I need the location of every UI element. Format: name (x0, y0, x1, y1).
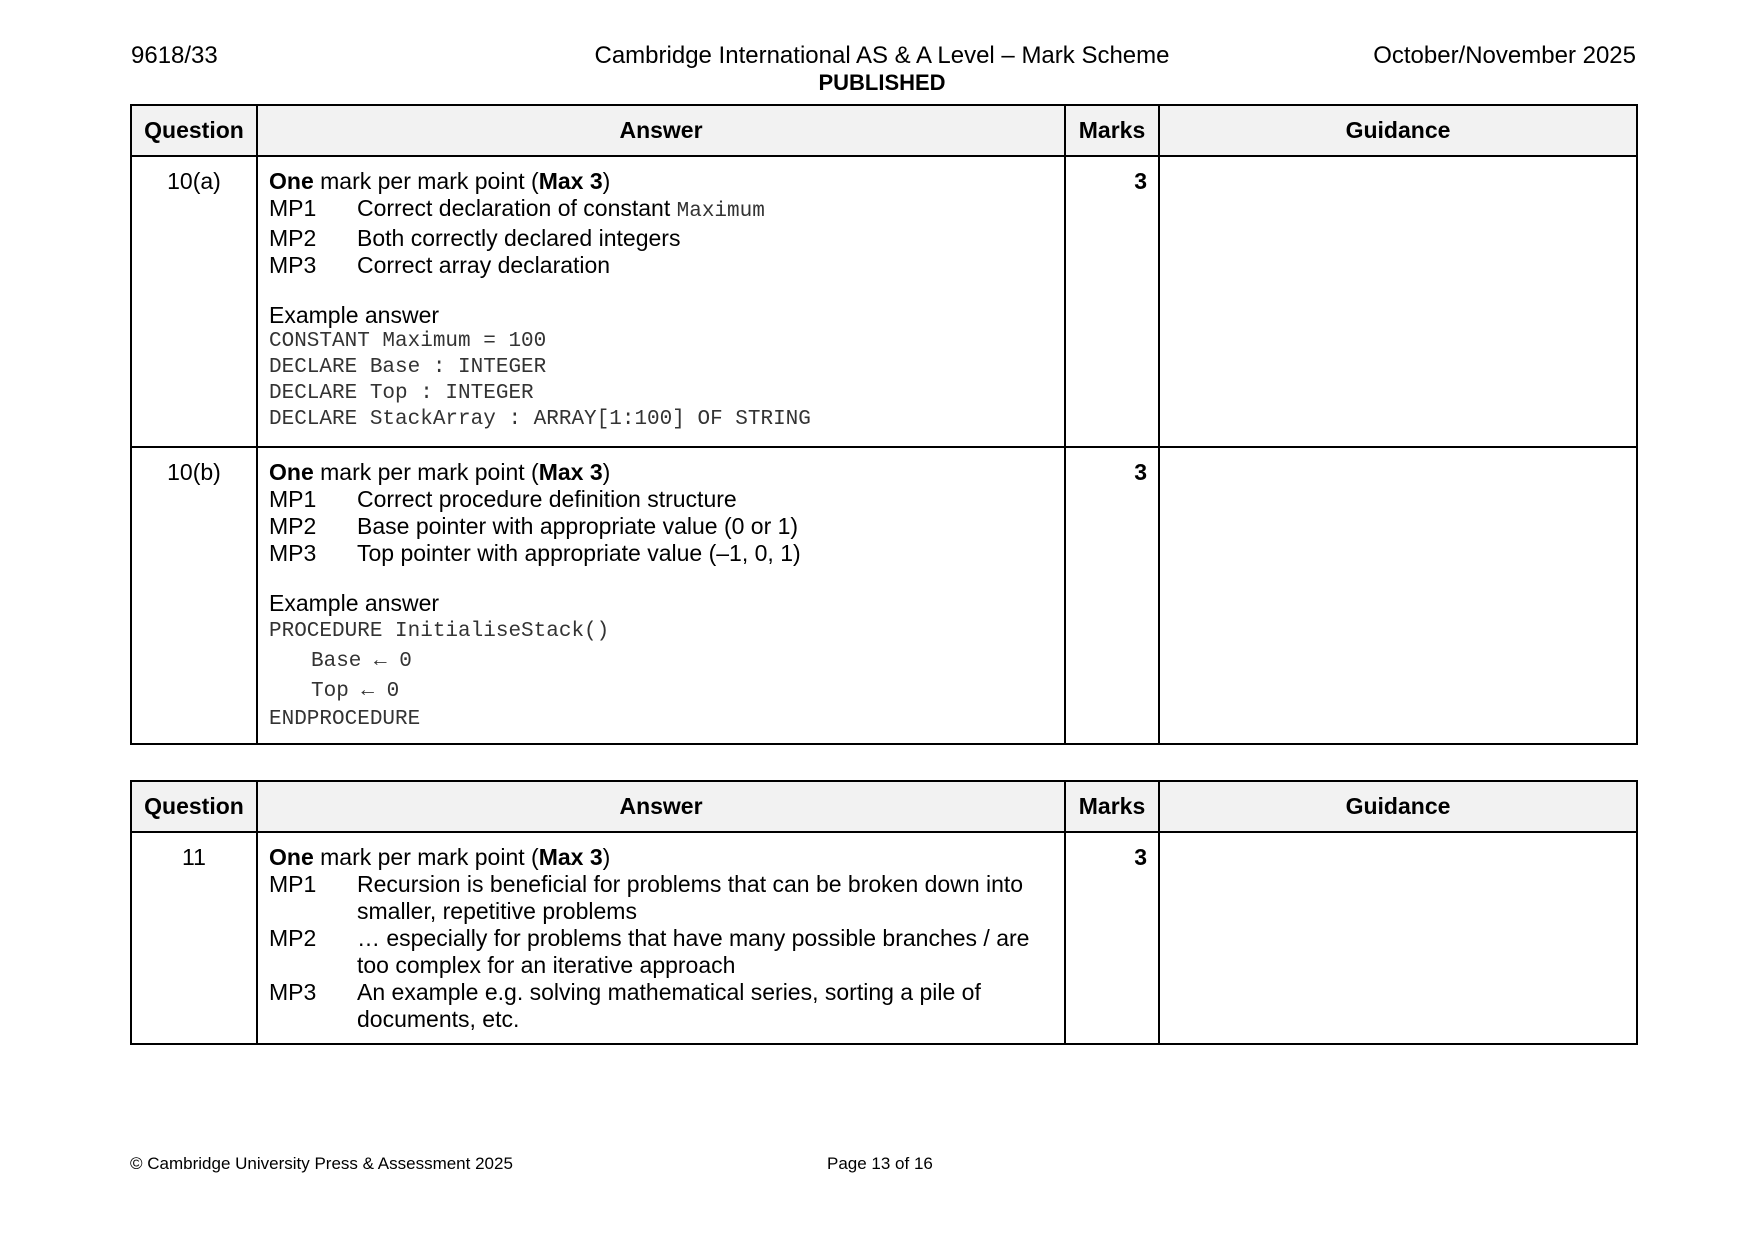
mark-point-3: MP3 Top pointer with appropriate value (–1, 0, 1) (269, 540, 801, 566)
column-header-answer: Answer (257, 781, 1065, 832)
code-line: Top ← 0 (311, 680, 400, 703)
code-line: DECLARE StackArray : ARRAY[1:100] OF STRING (269, 408, 811, 431)
code-line: ENDPROCEDURE (269, 708, 421, 731)
example-answer-label: Example answer (269, 302, 440, 328)
column-header-question: Question (131, 781, 257, 832)
column-header-marks: Marks (1065, 105, 1159, 156)
mark-point-2: MP2 Both correctly declared integers (269, 225, 681, 251)
question-number: 10(a) (131, 156, 257, 447)
column-header-marks: Marks (1065, 781, 1159, 832)
table-header-row (131, 781, 1637, 832)
guidance-cell (1159, 447, 1637, 744)
mark-scheme-table-q10 (130, 104, 1638, 745)
table-row-10b (131, 447, 1637, 744)
mark-point-2: MP2 Base pointer with appropriate value (0 or 1) (269, 513, 799, 539)
guidance-cell (1159, 156, 1637, 447)
code-line: PROCEDURE InitialiseStack() (269, 620, 610, 643)
code-line: CONSTANT Maximum = 100 (269, 330, 547, 353)
marks-value: 3 (1065, 447, 1159, 744)
answer-cell (257, 156, 1065, 447)
mark-point-intro: One mark per mark point (Max 3) (269, 459, 611, 485)
copyright-notice: © Cambridge University Press & Assessment 2025 (130, 1154, 513, 1173)
example-answer-label: Example answer (269, 590, 440, 616)
mark-point-intro: One mark per mark point (Max 3) (269, 844, 611, 870)
table-header-row (131, 105, 1637, 156)
mark-point-1: MP1 Correct declaration of constant Maximum (269, 195, 765, 223)
column-header-answer: Answer (257, 105, 1065, 156)
guidance-cell (1159, 832, 1637, 1044)
column-header-guidance: Guidance (1159, 105, 1637, 156)
answer-cell (257, 447, 1065, 744)
marks-value: 3 (1065, 832, 1159, 1044)
mark-point-1: MP1 Recursion is beneficial for problems that can be broken down into smaller, repetitive problems (269, 871, 1024, 924)
paper-code: 9618/33 (131, 42, 218, 69)
mark-scheme-table-q11 (130, 780, 1638, 1045)
table-row-10a (131, 156, 1637, 447)
mark-point-1: MP1 Correct procedure definition structure (269, 486, 737, 512)
marks-value: 3 (1065, 156, 1159, 447)
question-number: 10(b) (131, 447, 257, 744)
code-line: DECLARE Base : INTEGER (269, 356, 547, 379)
mark-point-3: MP3 Correct array declaration (269, 252, 611, 278)
exam-session: October/November 2025 (1373, 42, 1636, 69)
answer-cell (257, 832, 1065, 1044)
column-header-question: Question (131, 105, 257, 156)
column-header-guidance: Guidance (1159, 781, 1637, 832)
mark-point-intro: One mark per mark point (Max 3) (269, 168, 611, 194)
document-title: Cambridge International AS & A Level – Mark Scheme (594, 42, 1170, 69)
table-row-11 (131, 832, 1637, 1044)
mark-point-2: MP2 … especially for problems that have many possible branches / are too complex for an iterative approach (269, 925, 1030, 978)
code-line: Base ← 0 (311, 650, 412, 673)
mark-point-3: MP3 An example e.g. solving mathematical series, sorting a pile of documents, etc. (269, 979, 981, 1032)
published-label: PUBLISHED (818, 70, 946, 95)
code-line: DECLARE Top : INTEGER (269, 382, 534, 405)
question-number: 11 (131, 832, 257, 1044)
page-number: Page 13 of 16 (827, 1154, 933, 1173)
